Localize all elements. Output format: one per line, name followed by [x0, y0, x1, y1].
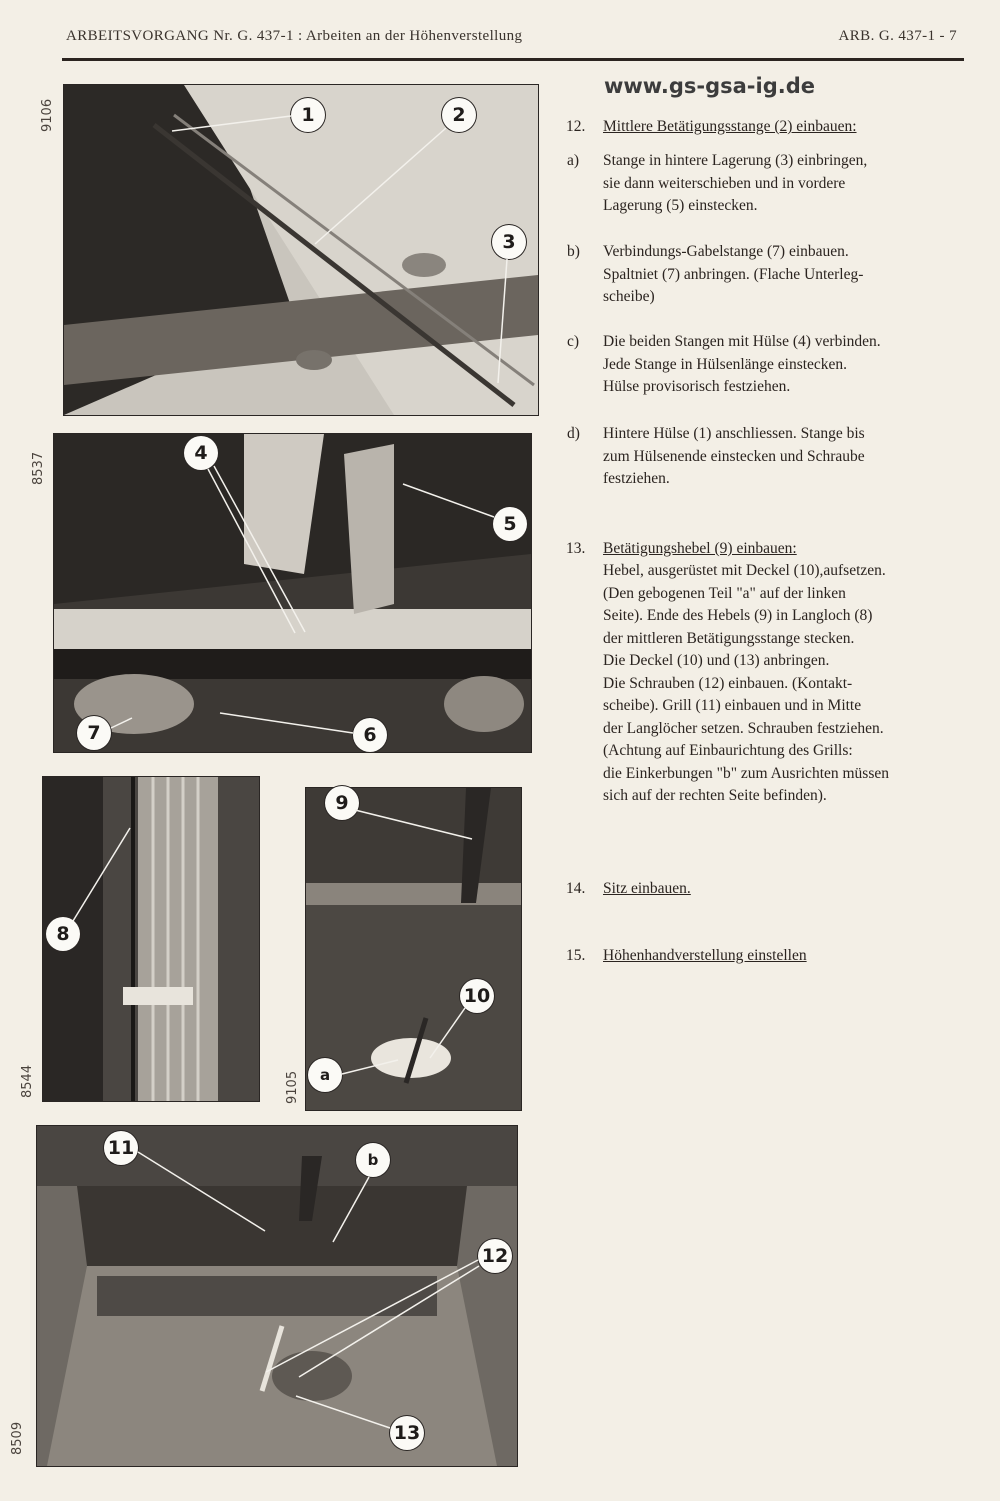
callout-2: 2: [442, 98, 476, 132]
line: Seite). Ende des Hebels (9) in Langloch (8): [603, 607, 873, 624]
line: (Den gebogenen Teil "a" auf der linken: [603, 584, 846, 602]
callout-8: 8: [46, 917, 80, 951]
photo-figure-1: [63, 84, 539, 416]
line: Die beiden Stangen mit Hülse (4) verbinden.: [603, 333, 881, 350]
line: scheibe): [603, 288, 655, 305]
line: die Einkerbungen "b" zum Ausrichten müssen: [603, 764, 890, 782]
callout-6: 6: [353, 718, 387, 752]
photo-2-image: [54, 434, 531, 752]
photo-4-image: [306, 788, 521, 1110]
figure-number: 8537: [31, 451, 46, 485]
step-title: Höhenhandverstellung einstellen: [603, 947, 807, 964]
line: sich auf der rechten Seite befinden).: [603, 787, 827, 804]
photo-1-image: [64, 85, 538, 415]
line: Stange in hintere Lagerung (3) einbringen,: [603, 152, 868, 169]
line: Hülse provisorisch festziehen.: [603, 378, 791, 395]
header-title: ARBEITSVORGANG Nr. G. 437-1 : Arbeiten an der Höhenverstellung: [66, 28, 523, 44]
item-text: [603, 423, 983, 491]
figure-number: 8509: [10, 1421, 25, 1455]
step-title: Betätigungshebel (9) einbauen:: [603, 540, 797, 557]
line: der mittleren Betätigungsstange stecken.: [603, 629, 855, 647]
item-label: c): [567, 333, 580, 350]
item-text: [603, 150, 983, 218]
callout-5: 5: [493, 507, 527, 541]
item-text: [603, 331, 983, 399]
callout-a: a: [308, 1058, 342, 1092]
line: Die Schrauben (12) einbauen. (Kontakt-: [603, 674, 853, 692]
step-number: 15.: [566, 947, 586, 964]
line: Lagerung (5) einstecken.: [603, 197, 758, 214]
callout-12: 12: [478, 1239, 512, 1273]
line: Spaltniet (7) anbringen. (Flache Unterleg-: [603, 265, 864, 283]
photo-figure-5: [36, 1125, 518, 1467]
photo-5-image: [37, 1126, 517, 1466]
website-watermark: www.gs-gsa-ig.de: [604, 74, 815, 98]
step-number: 14.: [566, 880, 586, 897]
step-title: Mittlere Betätigungsstange (2) einbauen:: [603, 118, 857, 135]
item-label: b): [567, 243, 580, 260]
step-number: 12.: [566, 118, 586, 135]
callout-13: 13: [390, 1416, 424, 1450]
line: sie dann weiterschieben und in vordere: [603, 174, 846, 192]
step-13-body: [603, 560, 1000, 808]
line: der Langlöcher setzen. Schrauben festziehen.: [603, 719, 884, 737]
callout-1: 1: [291, 98, 325, 132]
item-label: a): [567, 152, 580, 169]
callout-11: 11: [104, 1131, 138, 1165]
item-label: d): [567, 425, 580, 442]
line: Hebel, ausgerüstet mit Deckel (10),aufsetzen.: [603, 562, 886, 579]
callout-9: 9: [325, 786, 359, 820]
line: scheibe). Grill (11) einbauen und in Mitte: [603, 697, 862, 714]
header-page-ref: ARB. G. 437-1 - 7: [838, 28, 957, 44]
photo-figure-2: [53, 433, 532, 753]
line: (Achtung auf Einbaurichtung des Grills:: [603, 742, 853, 759]
line: zum Hülsenende einstecken und Schraube: [603, 447, 865, 465]
callout-3: 3: [492, 225, 526, 259]
page-header: [66, 28, 963, 45]
figure-number: 9106: [40, 98, 55, 132]
figure-number: 8544: [20, 1064, 35, 1098]
line: Die Deckel (10) und (13) anbringen.: [603, 652, 830, 669]
item-text: [603, 241, 983, 309]
line: Hintere Hülse (1) anschliessen. Stange bis: [603, 425, 865, 442]
header-rule: [62, 58, 964, 61]
line: Jede Stange in Hülsenlänge einstecken.: [603, 355, 848, 373]
step-title: Sitz einbauen.: [603, 880, 691, 897]
callout-b: b: [356, 1143, 390, 1177]
callout-7: 7: [77, 716, 111, 750]
step-number: 13.: [566, 540, 586, 557]
line: festziehen.: [603, 470, 670, 487]
line: Verbindungs-Gabelstange (7) einbauen.: [603, 243, 849, 260]
callout-10: 10: [460, 979, 494, 1013]
callout-4: 4: [184, 436, 218, 470]
photo-figure-4: [305, 787, 522, 1111]
figure-number: 9105: [285, 1070, 300, 1104]
